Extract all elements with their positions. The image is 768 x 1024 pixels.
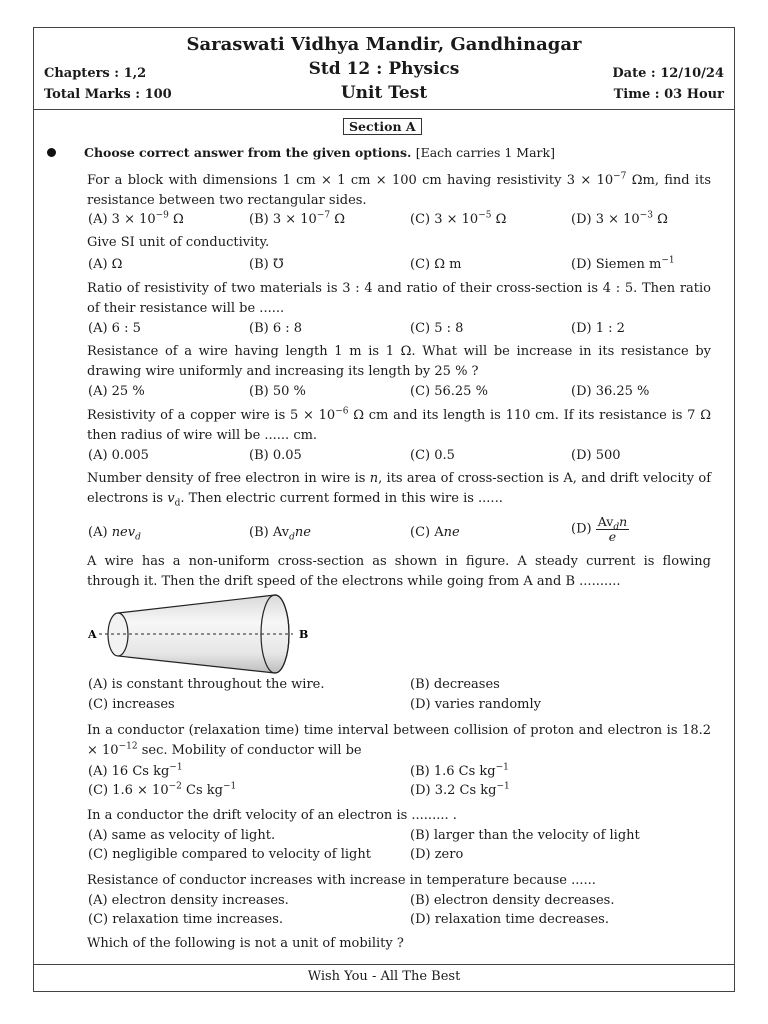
option-c: (C) $1.6 \times 10^{-2}$ Cs $kg^{-1}$ [88, 781, 237, 798]
option-c: (C) 5 : 8 [410, 321, 464, 336]
option-c: (C) 56.25 % [410, 384, 488, 399]
option-b: (B) electron density decreases. [410, 893, 615, 908]
option-b: (B) $Av_dne$ [249, 525, 311, 543]
option-c: (C) Ω m [410, 257, 462, 272]
question-2: Give SI unit of conductivity. [87, 235, 270, 250]
option-a: (A) nev$_d$ [88, 525, 141, 543]
option-c: (C) $3 \times 10^{-5}$ Ω [410, 210, 507, 227]
exam-time: Time : 03 Hour [613, 87, 724, 102]
fraction: $\frac{Av_dn}{e}$ [597, 514, 628, 544]
option-a: (A) 16 Cs $kg^{-1}$ [88, 762, 183, 779]
option-d: (D) 500 [571, 448, 621, 463]
option-d: (D) zero [410, 847, 464, 862]
label-b: B [299, 628, 309, 641]
option-d: (D) relaxation time decreases. [410, 912, 609, 927]
option-a: (A) 0.005 [88, 448, 149, 463]
question-4: Resistance of a wire having length 1 m is 1 Ω. What will be increase in its resistance by drawing wire uniformly and increasing its length by 25 % ? [87, 344, 711, 379]
option-c: (C) relaxation time increases. [88, 912, 284, 927]
option-a: (A) $3 \times 10^{-9}$ Ω [88, 210, 184, 227]
exam-date: Date : 12/10/24 [612, 66, 724, 81]
question-5: Resistivity of a copper wire is $5 \times 10^{-6}$ Ω cm and its length is 110 cm. If its resistance is 7 Ω then radius of wire will be ...... cm. [87, 406, 711, 443]
footer-text: Wish You - All The Best [307, 969, 461, 984]
option-b: (B) 6 : 8 [249, 321, 303, 336]
wire-figure [85, 592, 325, 676]
question-10: Resistance of conductor increases with increase in temperature because ...... [87, 873, 596, 888]
footer-divider [34, 964, 734, 965]
option-d: (D) 3.2 Cs $kg^{-1}$ [410, 781, 510, 798]
option-c: (C) increases [88, 697, 175, 712]
option-b: (B) 1.6 Cs $kg^{-1}$ [410, 762, 509, 779]
option-b: (B) decreases [410, 677, 500, 692]
school-name: Saraswati Vidhya Mandir, Gandhinagar [186, 34, 582, 55]
option-c: (C) negligible compared to velocity of light [88, 847, 371, 862]
option-d: (D) $\frac{Av_dn}{e}$ [571, 514, 628, 544]
option-a: (A) 25 % [88, 384, 145, 399]
option-a: (A) Ω [88, 257, 123, 272]
chapters: Chapters : 1,2 [44, 66, 147, 81]
option-b: (B) $3 \times 10^{-7}$ Ω [249, 210, 346, 227]
option-a: (A) 6 : 5 [88, 321, 141, 336]
total-marks: Total Marks : 100 [44, 87, 172, 102]
option-a: (A) same as velocity of light. [88, 828, 276, 843]
option-a: (A) electron density increases. [88, 893, 289, 908]
option-d: (D) 1 : 2 [571, 321, 625, 336]
option-a: (A) is constant throughout the wire. [88, 677, 325, 692]
question-11: Which of the following is not a unit of mobility ? [87, 936, 404, 951]
question-7: A wire has a non-uniform cross-section as shown in figure. A steady current is flowing through it. Then the drift speed of the electrons while going from A and B .......... [87, 554, 711, 589]
label-a: A [88, 628, 97, 641]
option-b: (B) 50 % [249, 384, 306, 399]
option-d: (D) 36.25 % [571, 384, 650, 399]
header-divider [34, 109, 734, 110]
question-9: In a conductor the drift velocity of an electron is ......... . [87, 808, 457, 823]
option-d: (D) varies randomly [410, 697, 541, 712]
section-label: Section A [343, 118, 422, 135]
option-d: (D) $3 \times 10^{-3}$ Ω [571, 210, 668, 227]
question-1: For a block with dimensions 1 cm × 1 cm × 100 cm having resistivity $3 \times 10^{-7}$ Ωm, find its resistance between two rectangular sides. [87, 171, 711, 208]
option-c: (C) 0.5 [410, 448, 455, 463]
test-title: Unit Test [340, 83, 428, 103]
option-b: (B) 0.05 [249, 448, 302, 463]
option-b: (B) ℧ [249, 257, 284, 272]
bullet-icon [47, 148, 56, 157]
subject-title: Std 12 : Physics [308, 59, 460, 79]
question-3: Ratio of resistivity of two materials is 3 : 4 and ratio of their cross-section is 4 : 5. Then ratio of their resistance will be ...... [87, 281, 711, 316]
option-b: (B) larger than the velocity of light [410, 828, 640, 843]
question-8: In a conductor (relaxation time) time interval between collision of proton and electron is $18.2 \times 10^{-12}$ sec. Mobility of conductor will be [87, 723, 711, 758]
option-d: (D) Siemen $m^{-1}$ [571, 255, 675, 272]
question-6: Number density of free electron in wire is n, its area of cross-section is A, and drift velocity of electrons is $v_d$. Then electric current formed in this wire is ...... [87, 471, 711, 509]
instruction: Choose correct answer from the given options. [Each carries 1 Mark] [84, 145, 555, 160]
option-c: (C) Ane [410, 525, 460, 540]
